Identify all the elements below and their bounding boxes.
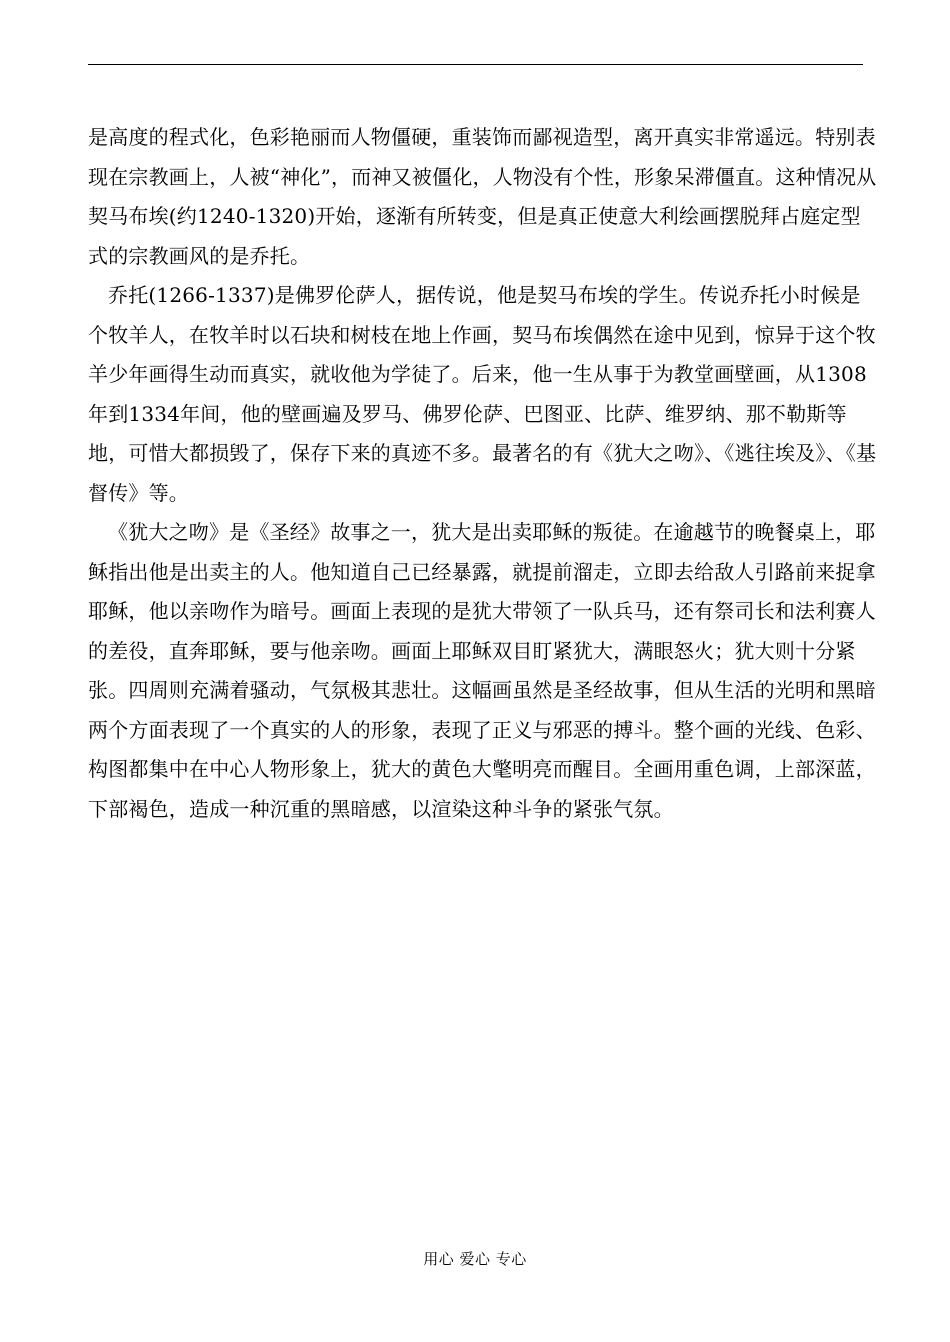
- document-body: [88, 118, 878, 829]
- paragraph-1: 是高度的程式化，色彩艳丽而人物僵硬，重装饰而鄙视造型，离开真实非常遥远。特别表现在宗教画上，人被“神化”，而神又被僵化，人物没有个性，形象呆滞僵直。这种情况从契马布埃(约1240-1320)开始，逐渐有所转变，但是真正使意大利绘画摆脱拜占庭定型式的宗教画风的是乔托。: [88, 125, 877, 268]
- paragraph-2: 乔托(1266-1337)是佛罗伦萨人，据传说，他是契马布埃的学生。传说乔托小时候是个牧羊人，在牧羊时以石块和树枝在地上作画，契马布埃偶然在途中见到，惊异于这个牧羊少年画得生动而真实，就收他为学徒了。后来，他一生从事于为教堂画壁画，从1308年到1334年间，他的壁画遍及罗马、佛罗伦萨、巴图亚、比萨、维罗纳、那不勒斯等地，可惜大都损毁了，保存下来的真迹不多。最著名的有《犹大之吻》、《逃往埃及》、《基督传》等。: [88, 283, 877, 505]
- page-footer: 用心 爱心 专心: [423, 1250, 527, 1268]
- header-rule: [88, 64, 863, 65]
- paragraph-3: 《犹大之吻》是《圣经》故事之一，犹大是出卖耶稣的叛徒。在逾越节的晚餐桌上，耶稣指出他是出卖主的人。他知道自己已经暴露，就提前溜走，立即去给敌人引路前来捉拿耶稣，他以亲吻作为暗号。画面上表现的是犹大带领了一队兵马，还有祭司长和法利赛人的差役，直奔耶稣，要与他亲吻。画面上耶稣双目盯紧犹大，满眼怒火；犹大则十分紧张。四周则充满着骚动，气氛极其悲壮。这幅画虽然是圣经故事，但从生活的光明和黑暗两个方面表现了一个真实的人的形象，表现了正义与邪恶的搏斗。整个画的光线、色彩、构图都集中在中心人物形象上，犹大的黄色大氅明亮而醒目。全画用重色调，上部深蓝，下部褐色，造成一种沉重的黑暗感，以渲染这种斗争的紧张气氛。: [88, 520, 876, 821]
